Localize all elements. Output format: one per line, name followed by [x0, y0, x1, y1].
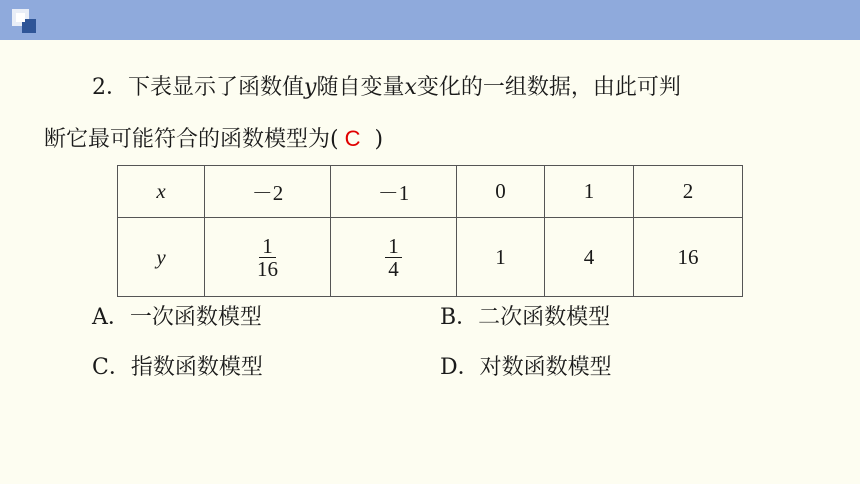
variable-y: y: [304, 75, 317, 100]
option-a[interactable]: A．一次函数模型: [92, 305, 262, 330]
row-label-y: y: [118, 218, 205, 297]
answer-text: C: [344, 126, 361, 151]
table-cell: 1: [545, 166, 634, 218]
table-cell: [331, 218, 457, 297]
table-cell: [205, 218, 331, 297]
option-c[interactable]: C．指数函数模型: [92, 355, 263, 380]
option-d[interactable]: D．对数函数模型: [440, 355, 612, 380]
fraction: $\frac{1}{16}$: [257, 233, 278, 281]
table-cell: 2: [634, 166, 743, 218]
header-bar: [0, 0, 860, 40]
question-line-1: 2．下表显示了函数值y随自变量x变化的一组数据，由此可判: [92, 75, 681, 100]
question-text: [44, 62, 834, 165]
table-cell: 4: [545, 218, 634, 297]
table-row-y: [118, 218, 743, 297]
row-label-x: x: [118, 166, 205, 218]
question-number: 2．: [92, 75, 128, 100]
data-table: [117, 165, 743, 297]
question-line-2: 断它最可能符合的函数模型为( C ): [44, 126, 384, 152]
table-cell: －1: [331, 166, 457, 218]
option-b[interactable]: B．二次函数模型: [440, 305, 611, 330]
variable-x: x: [404, 75, 417, 100]
fraction: $\frac{1}{4}$: [385, 235, 402, 280]
table-cell: 16: [634, 218, 743, 297]
slide-logo-icon: [12, 9, 40, 35]
table-cell: 0: [457, 166, 545, 218]
table-cell: －2: [205, 166, 331, 218]
table-cell: 1: [457, 218, 545, 297]
table-row-x: [118, 166, 743, 218]
